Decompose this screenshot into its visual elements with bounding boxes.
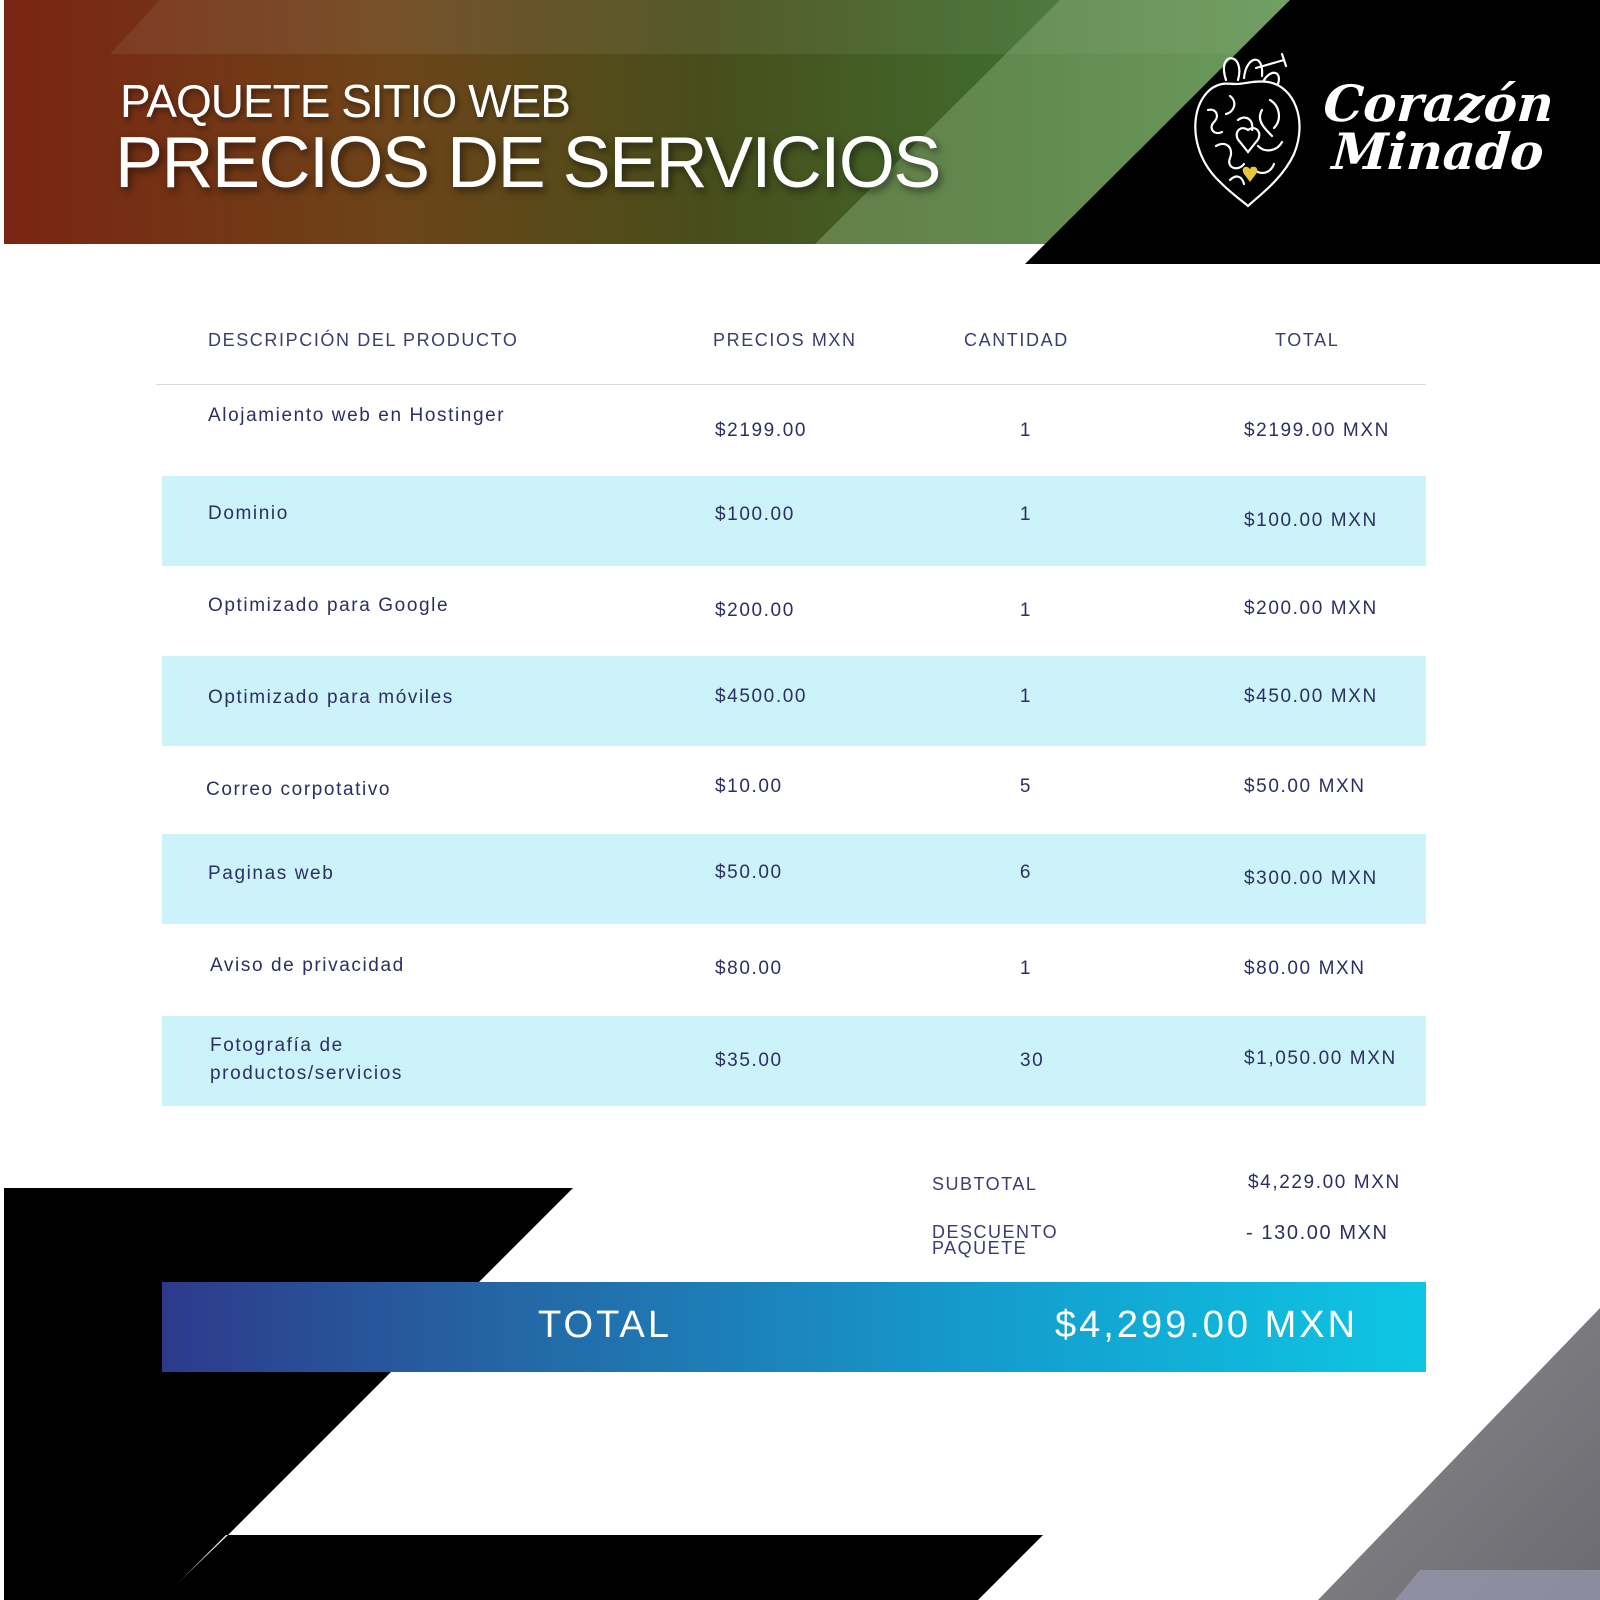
row-total: $2199.00 MXN xyxy=(1244,420,1390,441)
row-price: $35.00 xyxy=(715,1050,783,1071)
table-row xyxy=(162,1016,1426,1106)
discount-label xyxy=(932,1224,1058,1256)
row-total: $80.00 MXN xyxy=(1244,958,1366,979)
row-total: $450.00 MXN xyxy=(1244,686,1378,707)
table-row xyxy=(162,746,1426,836)
row-total: $300.00 MXN xyxy=(1244,868,1378,889)
table-row xyxy=(162,834,1426,924)
row-quantity: 1 xyxy=(1019,600,1033,621)
row-description: Alojamiento web en Hostinger xyxy=(208,405,506,426)
subtotal-value: $4,229.00 MXN xyxy=(1248,1172,1401,1193)
discount-value: - 130.00 MXN xyxy=(1246,1222,1389,1244)
total-value: $4,299.00 MXN xyxy=(1055,1304,1359,1346)
row-quantity: 1 xyxy=(1019,958,1033,979)
column-header-total: TOTAL xyxy=(1275,330,1340,350)
table-row xyxy=(162,386,1426,476)
row-quantity: 30 xyxy=(1020,1050,1045,1071)
row-quantity: 5 xyxy=(1019,776,1033,797)
discount-label-line-2: PAQUETE xyxy=(932,1238,1028,1258)
brand-wordmark xyxy=(1319,74,1556,181)
row-price: $4500.00 xyxy=(715,686,808,707)
row-price: $80.00 xyxy=(715,958,783,979)
header-divider xyxy=(156,384,1426,385)
column-header-quantity: CANTIDAD xyxy=(964,330,1069,350)
row-total: $200.00 MXN xyxy=(1244,598,1378,619)
row-quantity: 6 xyxy=(1019,862,1033,883)
subtotal-label: SUBTOTAL xyxy=(932,1174,1038,1194)
brand-line-2: Minado xyxy=(1330,122,1546,181)
row-price: $100.00 xyxy=(715,504,795,525)
row-total: $100.00 MXN xyxy=(1244,510,1378,531)
row-quantity: 1 xyxy=(1019,504,1033,525)
discount-label-line-1: DESCUENTO xyxy=(932,1222,1059,1242)
row-description: Dominio xyxy=(208,503,289,524)
table-row xyxy=(162,924,1426,1014)
page-title: PRECIOS DE SERVICIOS xyxy=(115,123,940,203)
row-price: $2199.00 xyxy=(715,420,808,441)
table-row xyxy=(162,476,1426,566)
row-price: $10.00 xyxy=(715,776,783,797)
row-description: Aviso de privacidad xyxy=(210,955,405,976)
row-description: Optimizado para móviles xyxy=(208,687,454,708)
column-header-description: DESCRIPCIÓN DEL PRODUCTO xyxy=(208,330,519,350)
row-description: Optimizado para Google xyxy=(208,595,450,616)
page-subtitle: PAQUETE SITIO WEB xyxy=(120,75,570,127)
table-row xyxy=(162,566,1426,656)
row-description: Fotografía de productos/servicios xyxy=(210,1035,404,1084)
brand-line-1: Corazón xyxy=(1321,74,1556,133)
row-price: $200.00 xyxy=(715,600,795,621)
row-quantity: 1 xyxy=(1019,686,1033,707)
row-total: $50.00 MXN xyxy=(1244,776,1366,797)
column-header-price: PRECIOS MXN xyxy=(713,330,857,350)
anatomical-heart-logo-icon xyxy=(1186,50,1306,208)
table-row xyxy=(162,656,1426,746)
row-price: $50.00 xyxy=(715,862,783,883)
row-description: Correo corpotativo xyxy=(206,779,392,800)
row-quantity: 1 xyxy=(1019,420,1033,441)
row-total: $1,050.00 MXN xyxy=(1244,1048,1397,1069)
total-bar xyxy=(162,1282,1426,1372)
total-label: TOTAL xyxy=(538,1304,672,1346)
row-description: Paginas web xyxy=(208,863,335,884)
